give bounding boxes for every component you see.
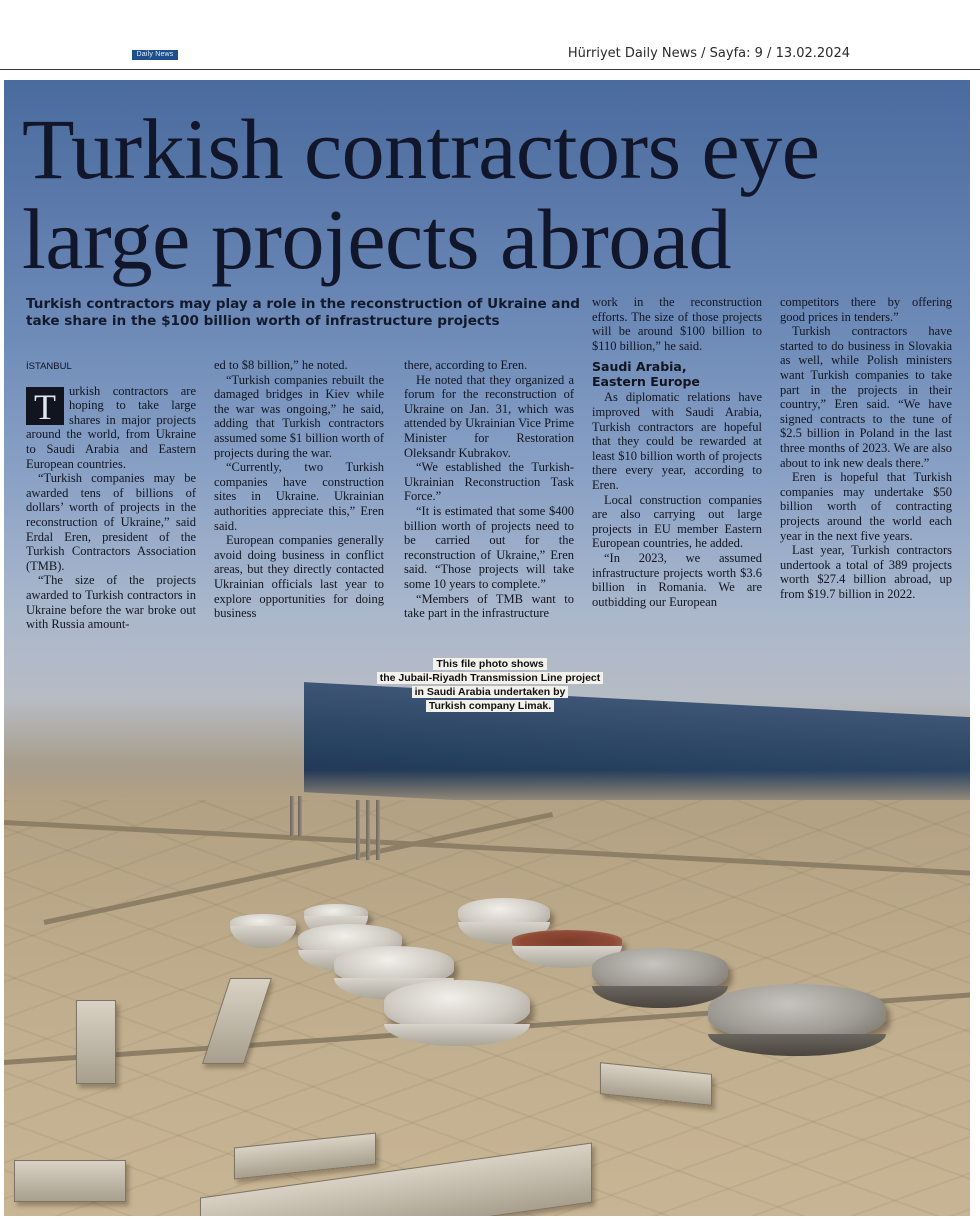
paragraph: work in the reconstruction efforts. The size of those projects will be around $100 billion to $110 billion,” he said. [592,295,762,353]
storage-tank [230,914,296,934]
paragraph: “The size of the projects awarded to Turkish contractors in Ukraine before the war broke out with Russia amount- [26,573,196,632]
photo-caption [372,657,608,713]
chimney-stack [376,800,380,860]
paragraph: “In 2023, we assumed infrastructure projects worth $3.6 billion in Romania. We are outbidding our European [592,550,762,609]
newspaper-logo: Daily News [132,50,178,60]
warehouse-building [600,1062,712,1106]
drop-cap: T [26,387,64,425]
headline-line-2: large projects abroad [22,191,732,287]
headline [22,101,820,287]
paragraph: Last year, Turkish contractors undertook a total of 389 projects worth $27.4 billion abroad, up from $19.7 billion in 2022. [780,543,952,601]
section-subtitle-line-1: Saudi Arabia, [592,359,687,375]
caption-line: This file photo shows [433,658,546,670]
paragraph: urkish contractors are hoping to take large shares in major projects around the world, from Ukraine to Saudi Arabia and Eastern European countries. [26,383,196,471]
paragraph: Turkish contractors have started to do business in Slovakia as well, while Polish ministers want Turkish companies to take part in the projects in their country,” Eren said. “We have signed contracts to the tune of $2.5 billion in Poland in the last three months of 2023. We are also about to ink new deals there.” [780,324,952,470]
chimney-stack [290,796,294,836]
source-line: Hürriyet Daily News / Sayfa: 9 / 13.02.2024 [567,46,850,61]
article-column-2 [214,358,384,621]
paragraph: ed to $8 billion,” he noted. [214,358,348,372]
warehouse-building [202,978,272,1064]
storage-tank [384,980,530,1032]
open-storage-tank [512,930,622,954]
warehouse-building [14,1160,126,1202]
page-header [0,0,980,70]
dateline: İSTANBUL [26,361,72,372]
paragraph: “It is estimated that some $400 billion worth of projects need to be carried out for the reconstruction of Ukraine,” Eren said. “Those projects will take some 10 years to complete.” [404,503,574,591]
chimney-stack [298,796,302,836]
subheadline: Turkish contractors may play a role in the reconstruction of Ukraine and take share in the $100 billion worth of infrastructure projects [26,296,580,329]
storage-tank [458,898,550,930]
industrial-site-photo [4,800,970,1216]
paragraph: “Turkish companies rebuilt the damaged bridges in Kiev while the war was ongoing,” he said, adding that Turkish contractors assumed some $1 billion worth of projects during the war. [214,372,384,460]
section-subtitle [592,359,762,389]
paragraph: European companies generally avoid doing business in conflict areas, but they directly contacted Ukrainian officials last year to explore opportunities for doing business [214,533,384,621]
storage-tank [304,904,368,924]
chimney-stack [366,800,370,860]
caption-line: in Saudi Arabia undertaken by [412,686,569,698]
warehouse-building [76,1000,116,1084]
paragraph: competitors there by offering good prices in tenders.” [780,295,952,324]
headline-line-1: Turkish contractors eye [22,101,820,197]
section-subtitle-line-2: Eastern Europe [592,374,700,390]
article-column-1 [26,360,196,632]
paragraph: He noted that they organized a forum for the reconstruction of Ukraine on Jan. 31, which was attended by Ukrainian Vice Prime Minister for Restoration Oleksandr Kubrakov. [404,372,574,460]
storage-tank [592,948,728,994]
article-column-4 [592,295,762,609]
header-rule [0,69,980,70]
storage-tank [708,984,886,1042]
paragraph: there, according to Eren. [404,358,528,372]
chimney-stack [356,800,360,860]
warehouse-building [234,1133,376,1180]
paragraph: “Currently, two Turkish companies have construction sites in Ukraine. Ukrainian authorities appreciate this,” Eren said. [214,460,384,533]
paragraph: As diplomatic relations have improved with Saudi Arabia, Turkish contractors are hopeful that they could be rewarded at least $10 billion worth of projects there every year, according to Eren. [592,390,762,492]
caption-line: Turkish company Limak. [426,700,554,712]
paragraph: “We established the Turkish-Ukrainian Reconstruction Task Force.” [404,460,574,504]
paragraph: “Members of TMB want to take part in the infrastructure [404,591,574,621]
paragraph: “Turkish companies may be awarded tens of billions of dollars’ worth of projects in the reconstruction of Ukraine,” said Erdal Eren, president of the Turkish Contractors Association (TMB). [26,471,196,573]
paragraph: Eren is hopeful that Turkish companies may undertake $50 billion worth of contracting projects around the world each year in the next five years. [780,470,952,543]
caption-line: the Jubail-Riyadh Transmission Line project [377,672,604,684]
article-column-3 [404,358,574,621]
article-column-5 [780,295,952,601]
paragraph: Local construction companies are also carrying out large projects in EU member Eastern European countries, he added. [592,492,762,551]
